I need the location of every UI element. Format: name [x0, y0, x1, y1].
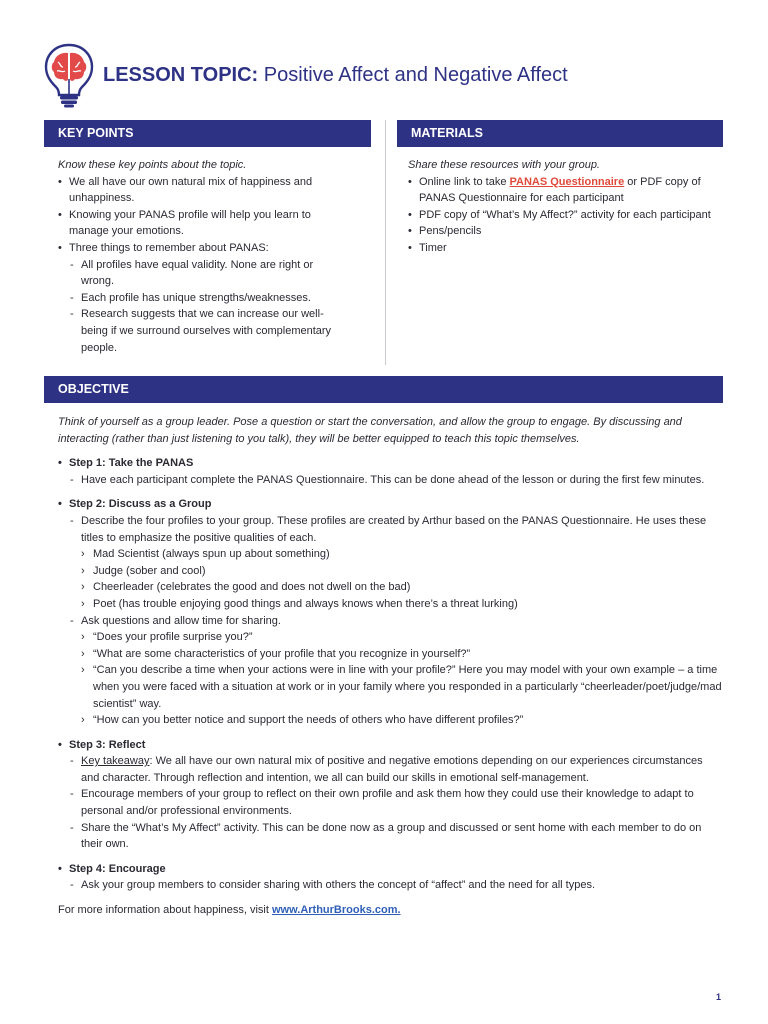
step-item: - Ask questions and allow time for sharing. [58, 613, 723, 630]
material-item: • Pens/pencils [408, 223, 720, 240]
objective-header: OBJECTIVE [44, 376, 723, 403]
question-item: › “Does your profile surprise you?” [58, 629, 723, 646]
key-point-subitem: - Research suggests that we can increase our well-being if we surround ourselves with complementary people. [58, 306, 348, 356]
arthurbrooks-link[interactable]: www.ArthurBrooks.com. [272, 904, 401, 917]
step-4-title: • Step 4: Encourage [58, 861, 723, 878]
key-point-item: • Three things to remember about PANAS: [58, 240, 348, 257]
step-2-title: • Step 2: Discuss as a Group [58, 496, 723, 513]
materials-intro: Share these resources with your group. [408, 159, 600, 171]
objective-intro: Think of yourself as a group leader. Pose a question or start the conversation, and allow the group to engage. By discussing and interacting (rather than just listening to you talk), they will be better equipped to teach this topic themselves. [58, 416, 682, 445]
step-item: - Have each participant complete the PANAS Questionnaire. This can be done ahead of the lesson or during the first few minutes. [58, 472, 723, 489]
step-1-title: • Step 1: Take the PANAS [58, 455, 723, 472]
key-point-item: • Knowing your PANAS profile will help you learn to manage your emotions. [58, 207, 348, 240]
profile-item: › Cheerleader (celebrates the good and does not dwell on the bad) [58, 579, 723, 596]
footer-text: For more information about happiness, visit [58, 904, 272, 917]
materials-section [408, 157, 720, 257]
question-item: › “What are some characteristics of your profile that you recognize in yourself?” [58, 646, 723, 663]
panas-questionnaire-link[interactable]: PANAS Questionnaire [509, 175, 625, 188]
title-topic: Positive Affect and Negative Affect [263, 64, 568, 86]
key-point-subitem: - All profiles have equal validity. None are right or wrong. [58, 257, 348, 290]
step-item: - Share the “What’s My Affect” activity. This can be done now as a group and discussed or sent home with each member to do on their own. [58, 820, 723, 853]
key-points-intro: Know these key points about the topic. [58, 159, 247, 171]
step-item: - Ask your group members to consider sharing with others the concept of “affect” and the need for all types. [58, 877, 723, 894]
footer-note [58, 902, 723, 919]
page-number: 1 [716, 992, 722, 1002]
page-header [43, 42, 723, 108]
material-text: or PDF copy of PANAS Questionnaire for each participant [419, 175, 701, 205]
question-item: › “Can you describe a time when your actions were in line with your profile?” Here you may model with your own example – a time when you were faced with a situation at work or in your family where you responded in a particularly “cheerleader/poet/judge/mad scientist” way. [58, 662, 723, 712]
step-item: - Encourage members of your group to reflect on their own profile and ask them how they could use their knowledge to adapt to personal and/or professional environments. [58, 786, 723, 819]
objective-section [58, 414, 723, 919]
key-takeaway-text: : We all have our own natural mix of positive and negative emotions depending on our experiences circumstances and character. Through reflection and intention, we all can build our skills in emotional self-management. [81, 755, 703, 784]
lightbulb-brain-icon [43, 42, 95, 108]
profile-item: › Mad Scientist (always spun up about something) [58, 546, 723, 563]
material-item: • Timer [408, 240, 720, 257]
key-takeaway-label: Key takeaway [81, 755, 150, 768]
title-lead: LESSON TOPIC: [103, 64, 259, 86]
step-item: - Describe the four profiles to your group. These profiles are created by Arthur based on the PANAS Questionnaire. He uses these titles to emphasize the positive qualities of each. [58, 513, 723, 546]
question-item: › “How can you better notice and support the needs of others who have different profiles?” [58, 712, 723, 729]
page-title [103, 64, 568, 87]
key-point-item: • We all have our own natural mix of happiness and unhappiness. [58, 174, 348, 207]
material-text: Online link to take [419, 175, 510, 188]
column-divider [385, 120, 386, 365]
step-item [58, 753, 723, 786]
key-points-section [58, 157, 348, 356]
material-item: • PDF copy of “What’s My Affect?” activity for each participant [408, 207, 720, 224]
key-point-subitem: - Each profile has unique strengths/weaknesses. [58, 290, 348, 307]
materials-header: MATERIALS [397, 120, 723, 147]
profile-item: › Judge (sober and cool) [58, 563, 723, 580]
key-points-header: KEY POINTS [44, 120, 371, 147]
profile-item: › Poet (has trouble enjoying good things and always knows when there’s a threat lurking) [58, 596, 723, 613]
step-3-title: • Step 3: Reflect [58, 737, 723, 754]
material-item [408, 174, 720, 207]
